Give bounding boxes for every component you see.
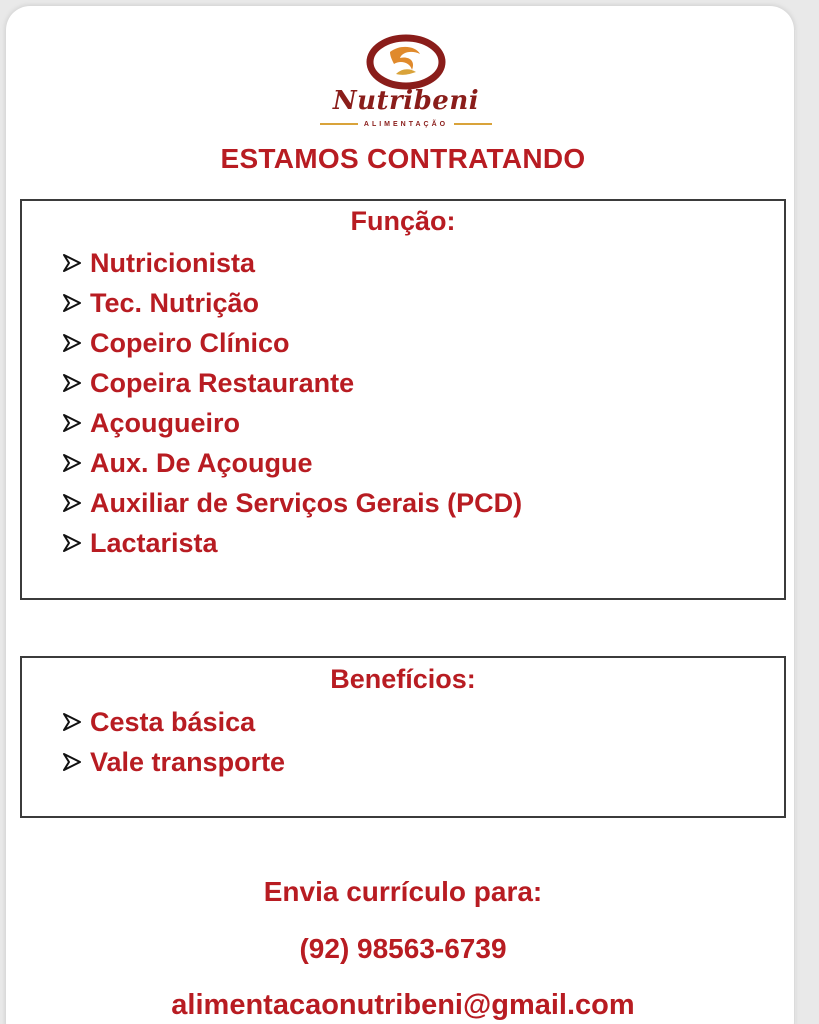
roles-section — [20, 199, 786, 600]
list-item — [60, 243, 522, 283]
brand-name: Nutribeni — [332, 86, 480, 116]
list-item — [60, 323, 522, 363]
list-item — [60, 523, 522, 563]
arrow-bullet-icon — [60, 411, 84, 435]
brand-tagline-row — [320, 118, 492, 130]
arrow-bullet-icon — [60, 291, 84, 315]
benefit-label: Cesta básica — [90, 706, 256, 737]
benefits-section — [20, 656, 786, 818]
arrow-bullet-icon — [60, 531, 84, 555]
list-item — [60, 742, 285, 782]
list-item — [60, 403, 522, 443]
list-item — [60, 443, 522, 483]
contact-label: Envia currículo para: — [263, 876, 543, 907]
page-title: ESTAMOS CONTRATANDO — [220, 143, 586, 174]
list-item — [60, 483, 522, 523]
role-label: Copeira Restaurante — [90, 367, 355, 398]
contact-email: alimentacaonutribeni@gmail.com — [171, 989, 635, 1021]
roles-list — [60, 243, 522, 563]
divider — [320, 123, 358, 125]
role-label: Lactarista — [90, 527, 218, 558]
benefits-list — [60, 702, 285, 782]
role-label: Tec. Nutrição — [90, 287, 260, 318]
arrow-bullet-icon — [60, 331, 84, 355]
list-item — [60, 283, 522, 323]
role-label: Nutricionista — [90, 247, 256, 278]
arrow-bullet-icon — [60, 251, 84, 275]
brand-tagline: ALIMENTAÇÃO — [363, 120, 449, 128]
list-item — [60, 702, 285, 742]
role-label: Copeiro Clínico — [90, 327, 290, 358]
arrow-bullet-icon — [60, 710, 84, 734]
roles-title: Função: — [350, 206, 456, 236]
contact-phone: (92) 98563-6739 — [299, 933, 507, 964]
arrow-bullet-icon — [60, 451, 84, 475]
benefit-label: Vale transporte — [90, 746, 286, 777]
list-item — [60, 363, 522, 403]
benefits-title: Benefícios: — [330, 664, 476, 694]
role-label: Açougueiro — [90, 407, 241, 438]
role-label: Aux. De Açougue — [90, 447, 313, 478]
divider — [454, 123, 492, 125]
role-label: Auxiliar de Serviços Gerais (PCD) — [90, 487, 523, 518]
nutribeni-logo-icon — [366, 34, 446, 90]
brand-logo — [306, 34, 506, 130]
arrow-bullet-icon — [60, 491, 84, 515]
arrow-bullet-icon — [60, 750, 84, 774]
arrow-bullet-icon — [60, 371, 84, 395]
job-poster — [6, 6, 794, 1024]
